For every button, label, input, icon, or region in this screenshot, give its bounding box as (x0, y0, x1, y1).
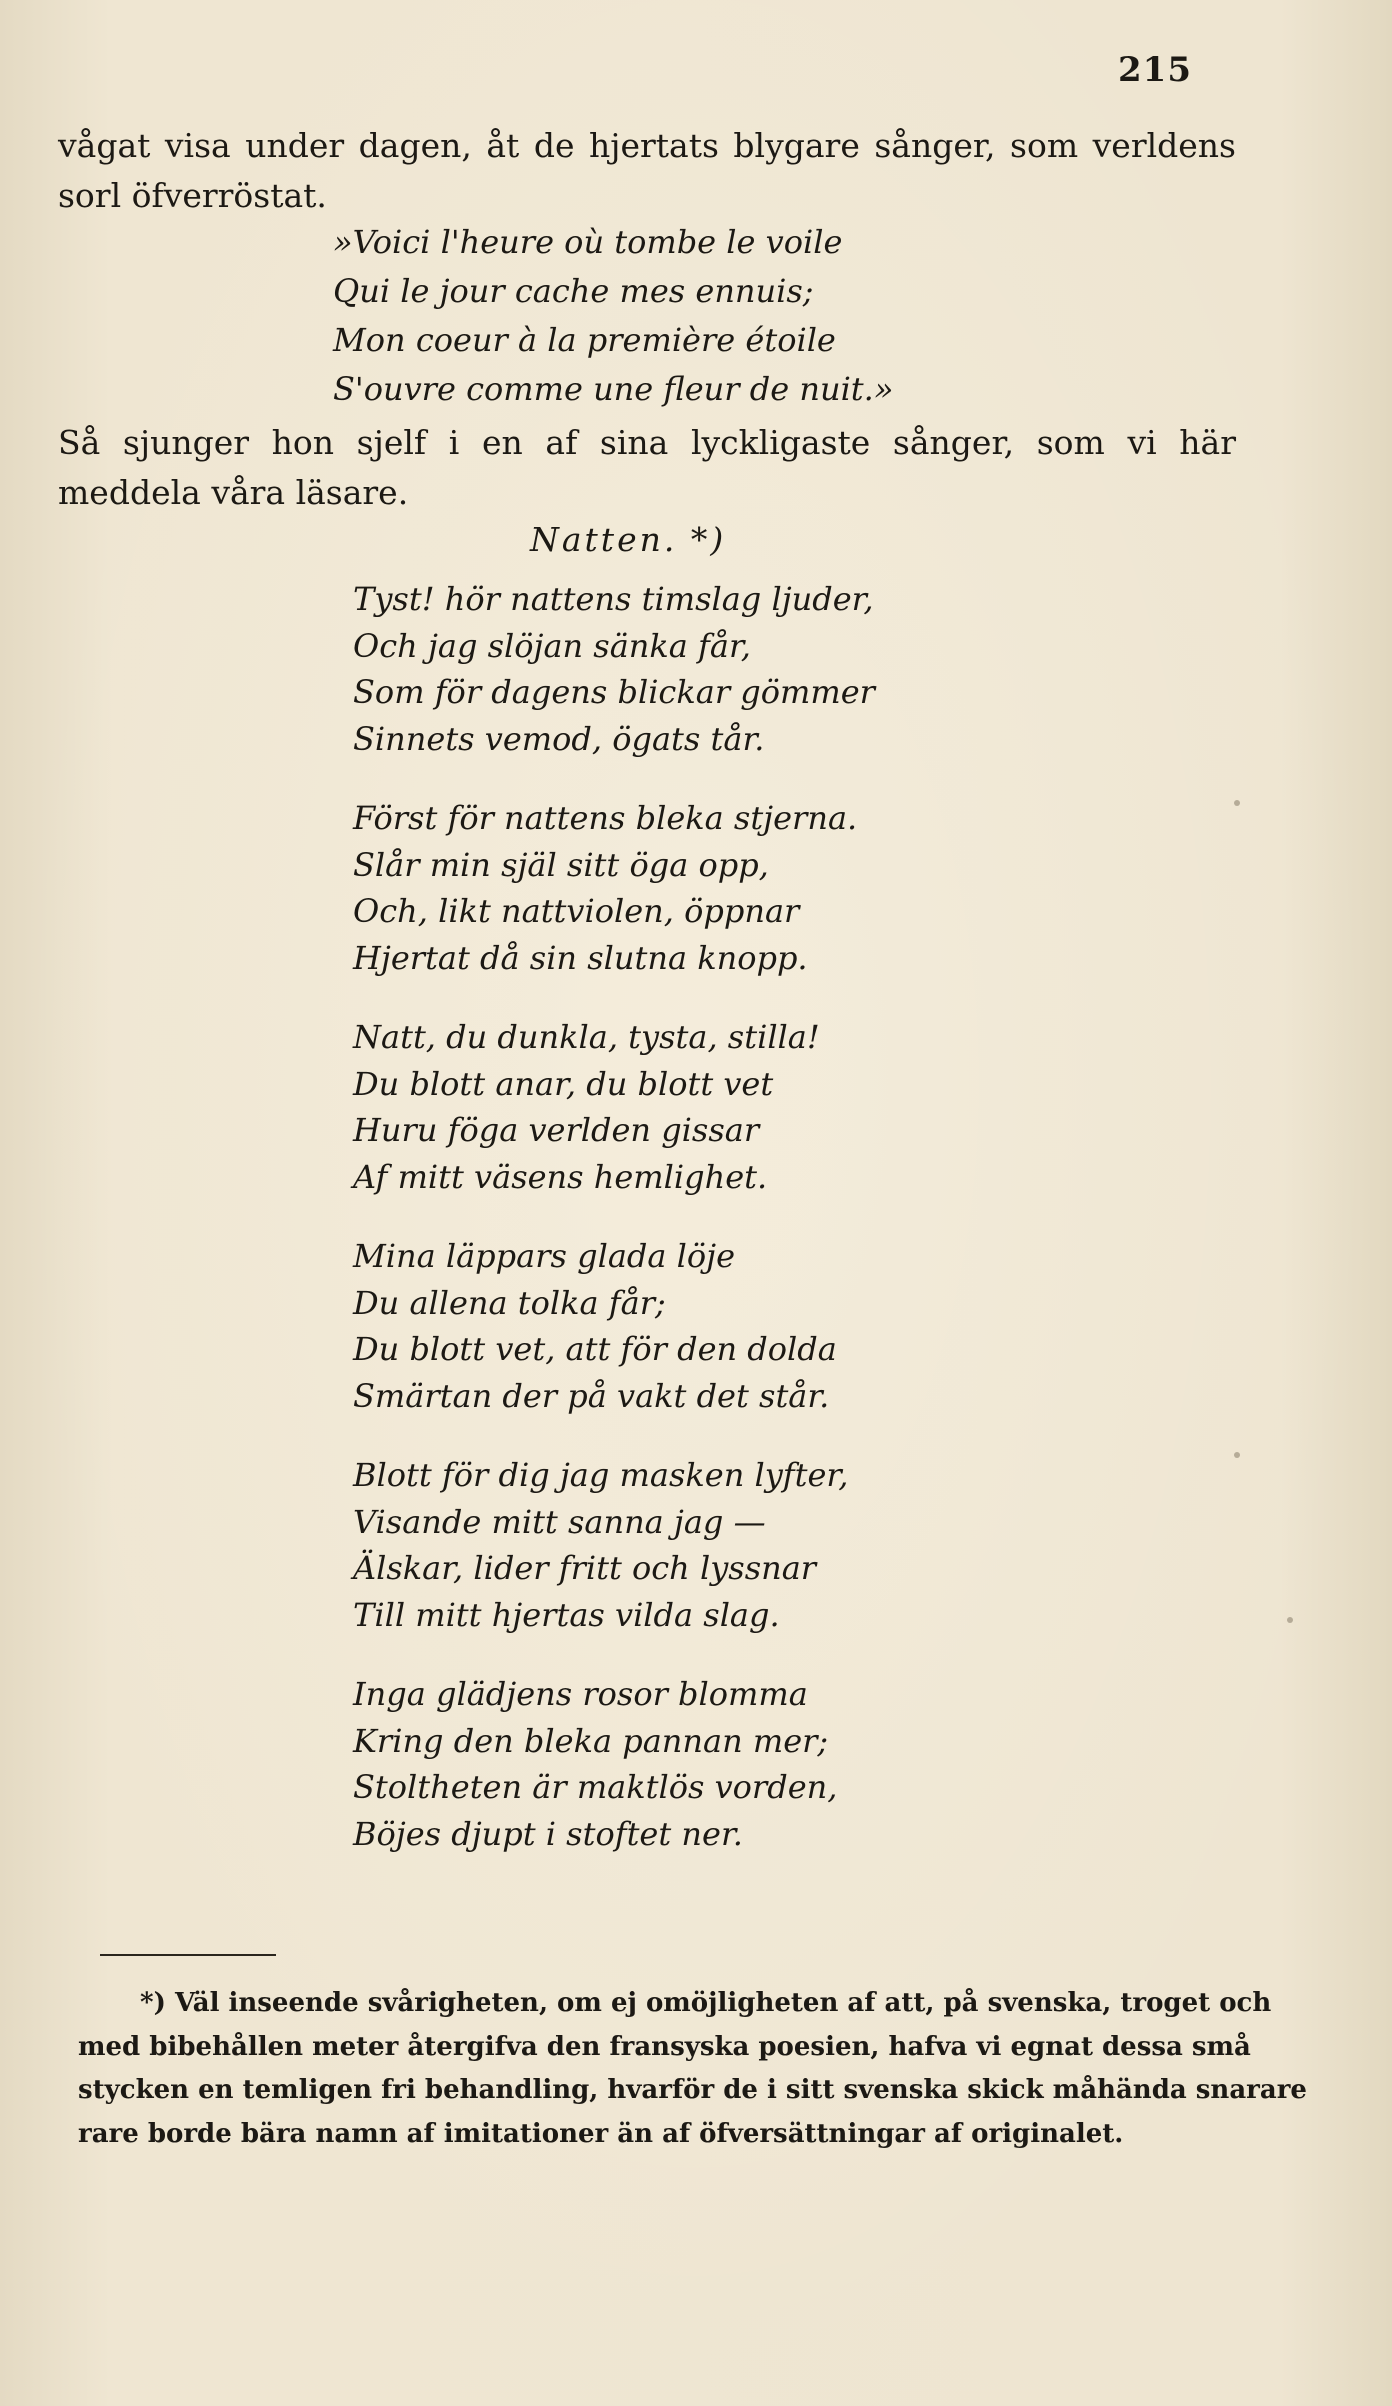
intro-line: sorl öfverröstat. (58, 176, 327, 215)
poem-stanza (353, 576, 875, 762)
sung-line: Så sjunger hon sjelf i en af sina lyckligaste sånger, som vi här (58, 423, 1236, 462)
footnote-rule (100, 1954, 276, 1956)
quote-line: Qui le jour cache mes ennuis; (333, 272, 814, 310)
poem-line: Smärtan der på vakt det står. (353, 1376, 830, 1415)
poem-line: Natt, du dunkla, tysta, stilla! (353, 1018, 820, 1056)
poem (353, 576, 875, 1890)
poem-stanza (353, 1671, 875, 1857)
poem-title: Natten. *) (530, 520, 727, 559)
footnote-line: stycken en temligen fri behandling, hvarför de i sitt svenska skick måhända snarare (78, 2075, 1307, 2105)
intro-paragraph (58, 121, 1236, 221)
poem-line: Och, likt nattviolen, öppnar (353, 892, 800, 930)
poem-stanza (353, 1452, 875, 1638)
quote-line: S'ouvre comme une fleur de nuit.» (333, 370, 894, 408)
poem-line: Visande mitt sanna jag — (353, 1502, 766, 1541)
quote-line: Mon coeur à la première étoile (333, 321, 836, 359)
footnote (78, 1982, 1307, 2156)
poem-line: Hjertat då sin slutna knopp. (353, 938, 808, 977)
poem-line: Först för nattens bleka stjerna. (353, 799, 858, 837)
poem-line: Slår min själ sitt öga opp, (353, 845, 769, 884)
poem-line: Och jag slöjan sänka får, (353, 626, 751, 665)
poem-stanza (353, 1014, 875, 1200)
sung-paragraph (58, 418, 1236, 518)
paper-speck (1287, 1617, 1293, 1623)
poem-line: Kring den bleka pannan mer; (353, 1721, 829, 1760)
footnote-line: *) Väl inseende svårigheten, om ej omöjligheten af att, på svenska, troget och (140, 1988, 1272, 2018)
poem-line: Tyst! hör nattens timslag ljuder, (353, 580, 874, 618)
poem-line: Du blott anar, du blott vet (353, 1064, 774, 1103)
footnote-line: rare borde bära namn af imitationer än af öfversättningar af originalet. (78, 2118, 1124, 2149)
poem-line: Stoltheten är maktlös vorden, (353, 1768, 838, 1806)
page-number: 215 (1118, 50, 1192, 90)
quote-line: »Voici l'heure où tombe le voile (333, 223, 843, 261)
paper-speck (1234, 800, 1240, 806)
french-quote (333, 218, 893, 414)
poem-line: Af mitt väsens hemlighet. (353, 1157, 768, 1196)
poem-line: Du allena tolka får; (353, 1283, 666, 1322)
poem-stanza (353, 795, 875, 981)
poem-line: Inga glädjens rosor blomma (353, 1675, 808, 1713)
footnote-line: med bibehållen meter återgifva den fransyska poesien, hafva vi egnat dessa små (78, 2031, 1251, 2062)
intro-line: vågat visa under dagen, åt de hjertats blygare sånger, som verldens (58, 126, 1236, 165)
poem-line: Sinnets vemod, ögats tår. (353, 719, 765, 758)
poem-line: Böjes djupt i stoftet ner. (353, 1814, 743, 1853)
poem-line: Mina läppars glada löje (353, 1237, 735, 1275)
poem-line: Som för dagens blickar gömmer (353, 673, 875, 711)
sung-line: meddela våra läsare. (58, 473, 409, 512)
poem-line: Huru föga verlden gissar (353, 1111, 760, 1149)
poem-stanza (353, 1233, 875, 1419)
poem-line: Till mitt hjertas vilda slag. (353, 1595, 780, 1634)
poem-line: Du blott vet, att för den dolda (353, 1330, 837, 1368)
poem-line: Blott för dig jag masken lyfter, (353, 1456, 849, 1494)
poem-line: Älskar, lider fritt och lyssnar (353, 1549, 817, 1587)
paper-speck (1234, 1452, 1240, 1458)
